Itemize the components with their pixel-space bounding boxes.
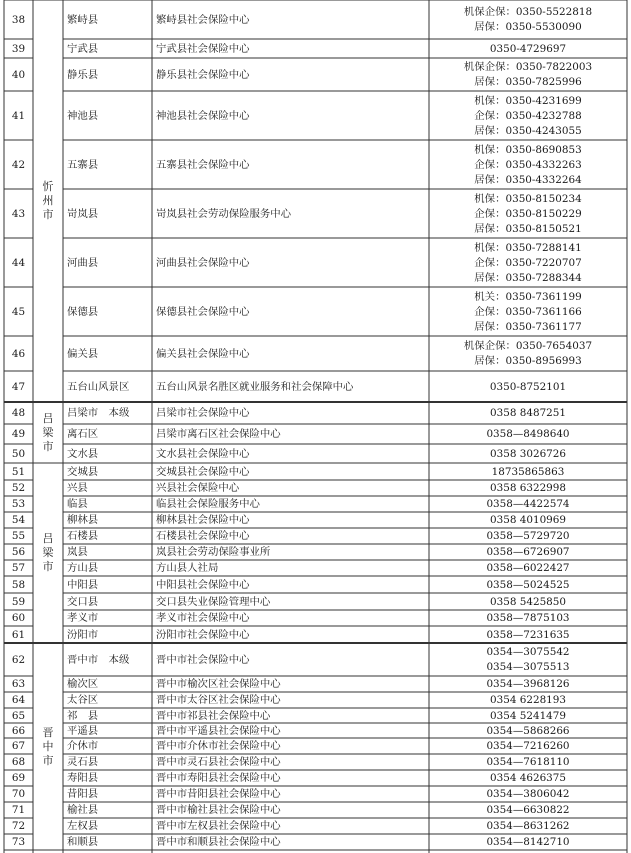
- phone-cell: 居保：0350-7825996: [474, 76, 582, 88]
- county-cell: 柳林县: [67, 514, 99, 526]
- phone-cell: 机保企保：0350-7822003: [463, 61, 593, 73]
- city-char: 州: [42, 194, 54, 207]
- city-char: 梁: [42, 546, 54, 559]
- phone-cell: 0354—3075513: [486, 661, 570, 673]
- row-number: 59: [11, 595, 26, 608]
- county-cell: 岚县: [67, 546, 88, 558]
- county-cell: 石楼县: [67, 530, 99, 542]
- phone-cell: 0354—5868266: [486, 724, 570, 737]
- office-cell: 文水县社会保险中心: [156, 447, 250, 460]
- phone-cell: 居保：0350-7361177: [474, 320, 582, 333]
- county-cell: 宁武县: [67, 42, 99, 55]
- county-cell: 交城县: [67, 465, 99, 478]
- office-cell: 晋中市榆社县社会保险中心: [156, 804, 281, 816]
- phone-cell: 企保：0350-4332263: [474, 158, 582, 171]
- city-char: 忻: [42, 180, 54, 193]
- county-cell: 离石区: [67, 428, 99, 440]
- office-cell: 兴县社会保险中心: [156, 482, 240, 494]
- row-number: 39: [11, 42, 26, 55]
- phone-cell: 0358 5425850: [489, 595, 567, 608]
- office-cell: 岚县社会劳动保险事业所: [156, 546, 271, 558]
- row-number: 54: [11, 514, 26, 526]
- office-cell: 五寨县社会保险中心: [156, 158, 250, 171]
- phone-cell: 0358—6726907: [486, 546, 570, 558]
- city-char: 市: [42, 208, 54, 221]
- county-cell: 孝义市: [67, 612, 99, 624]
- office-cell: 晋中市太谷区社会保险中心: [156, 694, 281, 706]
- county-cell: 偏关县: [67, 347, 99, 360]
- phone-cell: 0358—7875103: [486, 612, 570, 624]
- phone-cell: 居保：0350-4332264: [474, 173, 582, 186]
- row-number: 51: [11, 465, 26, 478]
- office-cell: 交口县失业保险管理中心: [156, 595, 271, 608]
- county-cell: 祁 县: [67, 709, 99, 722]
- phone-cell: 0358 3026726: [489, 447, 567, 460]
- office-cell: 保德县社会保险中心: [156, 305, 250, 318]
- phone-cell: 0354 6228193: [489, 694, 567, 706]
- phone-cell: 0358 8487251: [489, 407, 567, 419]
- row-number: 68: [11, 756, 26, 768]
- office-cell: 晋中市介休市社会保险中心: [156, 740, 281, 752]
- row-number: 52: [11, 482, 26, 494]
- county-cell: 繁峙县: [67, 13, 99, 26]
- office-cell: 孝义市社会保险中心: [156, 612, 250, 624]
- county-cell: 兴县: [67, 482, 88, 494]
- phone-cell: 企保：0350-4232788: [474, 109, 582, 122]
- office-cell: 宁武县社会保险中心: [156, 42, 250, 55]
- office-cell: 晋中市左权县社会保险中心: [156, 820, 281, 832]
- county-cell: 河曲县: [67, 256, 99, 269]
- phone-cell: 机保企保：0350-5522818: [463, 6, 593, 18]
- county-cell: 寿阳县: [67, 772, 99, 784]
- office-cell: 静乐县社会保险中心: [156, 68, 250, 81]
- row-number: 62: [11, 653, 26, 666]
- phone-cell: 0354—7618110: [486, 756, 570, 768]
- county-cell: 灵石县: [67, 756, 99, 768]
- phone-cell: 0354—3968126: [486, 678, 570, 690]
- row-number: 64: [11, 694, 26, 706]
- phone-cell: 0358—7231635: [486, 628, 570, 641]
- row-number: 65: [11, 709, 26, 722]
- phone-cell: 0354 4626375: [489, 772, 567, 784]
- office-cell: 晋中市和顺县社会保险中心: [156, 836, 281, 848]
- row-number: 61: [11, 628, 26, 641]
- county-cell: 岢岚县: [67, 207, 99, 220]
- county-cell: 榆社县: [67, 804, 99, 816]
- phone-cell: 0350-8752101: [489, 380, 567, 393]
- office-cell: 神池县社会保险中心: [156, 109, 250, 122]
- phone-cell: 0354—7216260: [486, 740, 570, 752]
- city-label: [33, 412, 63, 454]
- row-number: 42: [11, 158, 26, 171]
- phone-cell: 居保：0350-7288344: [474, 271, 582, 284]
- county-cell: 方山县: [67, 562, 99, 574]
- city-char: 吕: [42, 532, 54, 545]
- office-cell: 汾阳市社会保险中心: [156, 628, 250, 641]
- county-cell: 吕梁市 本级: [67, 407, 130, 419]
- phone-cell: 居保：0350-8956993: [474, 355, 582, 367]
- phone-cell: 0358—5024525: [486, 578, 570, 591]
- phone-cell: 0358—4422574: [486, 498, 570, 510]
- county-cell: 神池县: [67, 109, 99, 122]
- city-char: 梁: [42, 425, 54, 439]
- office-cell: 中阳县社会保险中心: [156, 578, 250, 591]
- county-cell: 文水县: [67, 447, 99, 460]
- city-char: 中: [42, 739, 54, 753]
- city-char: 市: [42, 560, 54, 573]
- phone-cell: 机保企保：0350-7654037: [463, 340, 593, 352]
- office-cell: 晋中市昔阳县社会保险中心: [156, 788, 281, 800]
- phone-cell: 机保：0350-8150234: [474, 192, 582, 205]
- city-char: 市: [42, 439, 54, 453]
- phone-cell: 0354 5241479: [489, 709, 567, 722]
- row-number: 48: [11, 407, 26, 419]
- city-char: 吕: [42, 411, 54, 425]
- row-number: 46: [11, 347, 26, 360]
- phone-cell: 0358 6322998: [489, 482, 567, 494]
- county-cell: 左权县: [67, 820, 99, 832]
- county-cell: 五台山风景区: [67, 380, 130, 393]
- row-number: 71: [11, 804, 26, 816]
- row-number: 66: [11, 724, 26, 737]
- row-number: 44: [11, 256, 26, 269]
- phone-cell: 18735865863: [491, 465, 565, 478]
- row-number: 63: [11, 678, 26, 690]
- row-number: 38: [11, 13, 26, 26]
- office-cell: 岢岚县社会劳动保险服务中心: [156, 207, 292, 220]
- office-cell: 吕梁市离石区社会保险中心: [156, 428, 281, 440]
- row-number: 55: [11, 530, 26, 542]
- phone-cell: 0354—3806042: [486, 788, 570, 800]
- office-cell: 晋中市灵石县社会保险中心: [156, 756, 281, 768]
- office-cell: 吕梁市社会保险中心: [156, 407, 250, 419]
- county-cell: 昔阳县: [67, 788, 99, 800]
- office-cell: 晋中市寿阳县社会保险中心: [156, 772, 281, 784]
- office-cell: 石楼县社会保险中心: [156, 530, 250, 542]
- city-char: 晋: [42, 725, 54, 739]
- phone-cell: 企保：0350-8150229: [474, 207, 582, 220]
- city-label: [33, 726, 63, 768]
- phone-cell: 0354—3075542: [486, 646, 570, 658]
- office-cell: 临县社会保险服务中心: [156, 498, 260, 510]
- county-cell: 静乐县: [67, 68, 99, 81]
- row-number: 69: [11, 772, 26, 784]
- phone-cell: 机保：0350-4231699: [474, 94, 582, 107]
- row-number: 73: [11, 836, 26, 848]
- county-cell: 保德县: [67, 305, 99, 318]
- row-number: 57: [11, 562, 26, 574]
- office-cell: 河曲县社会保险中心: [156, 256, 250, 269]
- phone-cell: 0354—8631262: [486, 820, 570, 832]
- office-cell: 方山县人社局: [156, 562, 219, 574]
- office-cell: 晋中市平遥县社会保险中心: [156, 724, 281, 737]
- county-cell: 太谷区: [67, 694, 99, 706]
- row-number: 41: [11, 109, 26, 122]
- city-label: [33, 180, 63, 222]
- phone-cell: 机关：0350-7361199: [474, 290, 582, 303]
- phone-cell: 0358 4010969: [489, 514, 567, 526]
- phone-cell: 0358—6022427: [486, 562, 570, 574]
- office-cell: 交城县社会保险中心: [156, 465, 250, 478]
- county-cell: 汾阳市: [67, 628, 99, 641]
- office-cell: 繁峙县社会保险中心: [156, 13, 250, 26]
- office-cell: 晋中市榆次区社会保险中心: [156, 678, 281, 690]
- row-number: 40: [11, 68, 26, 81]
- row-number: 45: [11, 305, 26, 318]
- phone-cell: 0354—6630822: [486, 804, 570, 816]
- county-cell: 榆次区: [67, 678, 99, 690]
- row-number: 47: [11, 380, 26, 393]
- county-cell: 平遥县: [67, 724, 99, 737]
- phone-cell: 居保：0350-4243055: [474, 124, 582, 137]
- row-number: 60: [11, 612, 26, 624]
- phone-cell: 机保：0350-8690853: [474, 143, 582, 156]
- phone-cell: 企保：0350-7220707: [474, 256, 582, 269]
- county-cell: 和顺县: [67, 836, 99, 848]
- county-cell: 中阳县: [67, 578, 99, 591]
- row-number: 43: [11, 207, 26, 220]
- phone-cell: 0358—8498640: [486, 428, 570, 440]
- phone-cell: 0358—5729720: [486, 530, 570, 542]
- row-number: 56: [11, 546, 26, 558]
- county-cell: 五寨县: [67, 158, 99, 171]
- phone-cell: 0350-4729697: [489, 42, 567, 55]
- office-cell: 偏关县社会保险中心: [156, 347, 250, 360]
- row-number: 53: [11, 498, 26, 510]
- office-cell: 柳林县社会保险中心: [156, 514, 250, 526]
- row-number: 72: [11, 820, 26, 832]
- city-label: [33, 532, 63, 574]
- phone-cell: 居保：0350-8150521: [474, 222, 582, 235]
- row-number: 49: [11, 428, 26, 440]
- phone-cell: 机保：0350-7288141: [474, 241, 582, 254]
- county-cell: 晋中市 本级: [67, 653, 130, 666]
- county-cell: 临县: [67, 498, 88, 510]
- office-cell: 晋中市社会保险中心: [156, 653, 250, 666]
- city-char: 市: [42, 753, 54, 767]
- row-number: 70: [11, 788, 26, 800]
- phone-cell: 企保：0350-7361166: [474, 305, 582, 318]
- office-cell: 五台山风景名胜区就业服务和社会保障中心: [156, 380, 354, 393]
- phone-cell: 居保：0350-5530090: [474, 21, 582, 33]
- county-cell: 交口县: [67, 595, 99, 608]
- row-number: 50: [11, 447, 26, 460]
- phone-cell: 0354—8142710: [486, 836, 570, 848]
- row-number: 58: [11, 578, 26, 591]
- row-number: 67: [11, 740, 26, 752]
- county-cell: 介休市: [67, 740, 99, 752]
- office-cell: 晋中市祁县社会保险中心: [156, 709, 271, 722]
